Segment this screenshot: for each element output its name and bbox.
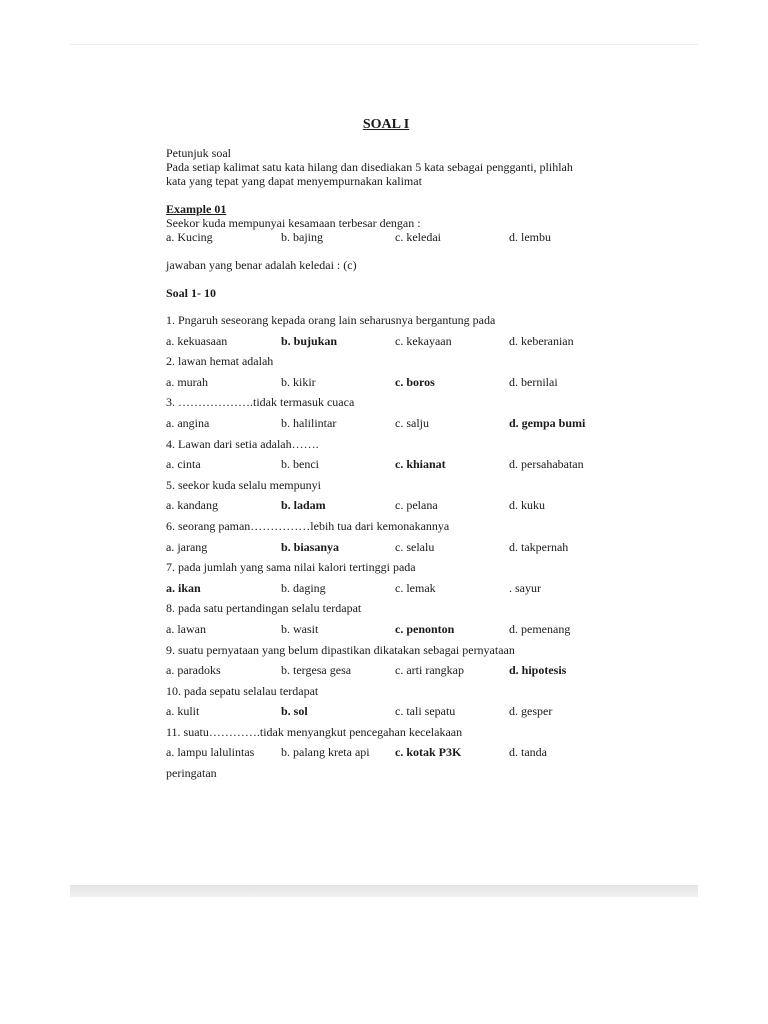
answer-option: a. angina	[166, 415, 210, 430]
answer-option: a. lampu lalulintas	[166, 745, 255, 760]
answer-option: a. cinta	[166, 457, 201, 472]
answer-option: d. gesper	[509, 704, 553, 719]
answer-option: b. palang kreta api	[281, 745, 370, 760]
answer-option: d. tanda	[509, 745, 547, 760]
question-options	[166, 704, 606, 725]
question-text: 1. Pngaruh seseorang kepada orang lain seharusnya bergantung pada	[166, 313, 496, 327]
question-text: 4. Lawan dari setia adalah…….	[166, 436, 319, 451]
answer-option: c. selalu	[395, 539, 435, 554]
answer-option: d. kuku	[509, 498, 545, 513]
answer-option: a. kandang	[166, 498, 218, 513]
answer-option-correct: d. gempa bumi	[509, 415, 586, 430]
answer-option: d. takpernah	[509, 539, 569, 554]
answer-option: c. pelana	[395, 498, 438, 513]
example-question: Seekor kuda mempunyai kesamaan terbesar dengan :	[166, 216, 421, 230]
answer-option: c. kekayaan	[395, 333, 452, 348]
answer-option: c. lemak	[395, 580, 436, 595]
question-options	[166, 416, 606, 437]
answer-option: b. tergesa gesa	[281, 663, 352, 678]
answer-option: b. kikir	[281, 374, 316, 389]
example-option-b: b. bajing	[281, 230, 323, 244]
instructions	[166, 146, 606, 188]
answer-option: b. wasit	[281, 621, 319, 636]
answer-option: d. keberanian	[509, 333, 574, 348]
question-text: 9. suatu pernyataan yang belum dipastikan dikatakan sebagai pernyataan	[166, 642, 515, 657]
section-heading: Soal 1- 10	[166, 286, 217, 300]
question-options	[166, 334, 606, 355]
answer-option: a. kulit	[166, 704, 200, 719]
answer-option-correct: a. ikan	[166, 580, 201, 595]
answer-option: c. arti rangkap	[395, 663, 464, 678]
question-text: 11. suatu………….tidak menyangkut pencegahan kecelakaan	[166, 724, 463, 739]
example-option-c: c. keledai	[395, 230, 441, 244]
question-options	[166, 745, 606, 766]
question-text: 6. seorang paman……………lebih tua dari kemonakannya	[166, 518, 450, 533]
question-options	[166, 663, 606, 684]
example-options	[166, 230, 606, 244]
answer-option-correct: b. sol	[281, 704, 308, 719]
instructions-heading: Petunjuk soal	[166, 146, 231, 160]
question-options	[166, 622, 606, 643]
example-option-d: d. lembu	[509, 230, 551, 244]
answer-option: b. benci	[281, 457, 319, 472]
answer-option: a. murah	[166, 374, 208, 389]
question-list	[166, 313, 606, 787]
question-options	[166, 581, 606, 602]
example-block	[166, 202, 606, 244]
answer-option-correct: b. biasanya	[281, 539, 340, 554]
answer-option: a. lawan	[166, 621, 206, 636]
question-options	[166, 375, 606, 396]
question-text: 7. pada jumlah yang sama nilai kalori tertinggi pada	[166, 560, 416, 575]
answer-option: c. tali sepatu	[395, 704, 456, 719]
question-options	[166, 540, 606, 561]
answer-option: b. daging	[281, 580, 326, 595]
instructions-line-2: kata yang tepat yang dapat menyempurnakan kalimat	[166, 174, 422, 188]
question-text: 10. pada sepatu selalau terdapat	[166, 683, 319, 698]
answer-option: . sayur	[509, 580, 541, 595]
page-bottom-edge	[70, 885, 698, 897]
page-title: SOAL I	[362, 117, 410, 132]
instructions-line-1: Pada setiap kalimat satu kata hilang dan disediakan 5 kata sebagai pengganti, plihlah	[166, 160, 573, 174]
answer-option-correct: d. hipotesis	[509, 663, 567, 678]
question-options	[166, 498, 606, 519]
answer-option-correct: b. bujukan	[281, 333, 338, 348]
example-answer: jawaban yang benar adalah keledai : (c)	[166, 258, 357, 272]
answer-option-correct: c. boros	[395, 374, 435, 389]
answer-option: d. bernilai	[509, 374, 558, 389]
answer-option-correct: c. kotak P3K	[395, 745, 462, 760]
question-text: 5. seekor kuda selalu mempunyi	[166, 477, 321, 492]
question-text: 2. lawan hemat adalah	[166, 354, 274, 369]
answer-option: b. halilintar	[281, 415, 337, 430]
answer-option: a. kekuasaan	[166, 333, 228, 348]
example-option-a: a. Kucing	[166, 230, 213, 244]
example-heading: Example 01	[166, 202, 227, 216]
answer-option: d. persahabatan	[509, 457, 584, 472]
question-options	[166, 457, 606, 478]
answer-option: c. salju	[395, 415, 429, 430]
question-text: 3. ……………….tidak termasuk cuaca	[166, 395, 355, 410]
answer-option-correct: c. khianat	[395, 457, 446, 472]
answer-option: d. pemenang	[509, 621, 571, 636]
answer-option-correct: c. penonton	[395, 621, 455, 636]
answer-option: a. jarang	[166, 539, 208, 554]
trailing-text: peringatan	[166, 766, 217, 781]
answer-option: a. paradoks	[166, 663, 221, 678]
question-text: 8. pada satu pertandingan selalu terdapat	[166, 601, 362, 616]
answer-option-correct: b. ladam	[281, 498, 326, 513]
